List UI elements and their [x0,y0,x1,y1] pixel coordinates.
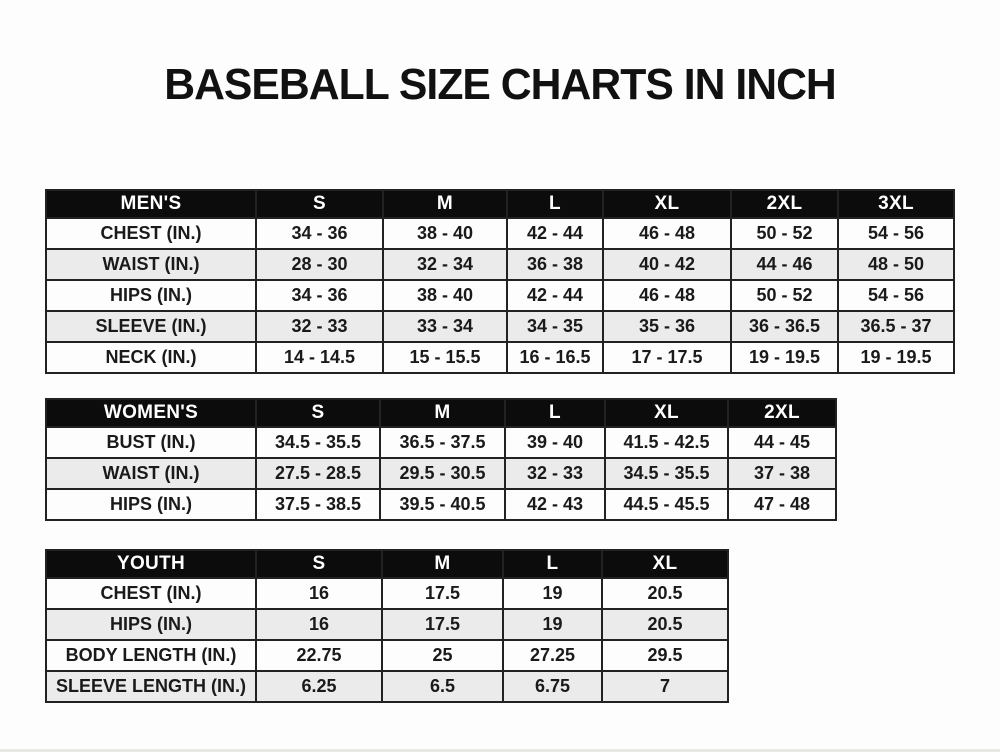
row-label: CHEST (IN.) [46,578,256,609]
size-cell: 27.5 - 28.5 [256,458,380,489]
size-cell: 29.5 - 30.5 [380,458,505,489]
size-cell: 6.75 [503,671,602,702]
mens-size-table [45,189,955,374]
column-header-xl: XL [602,550,728,578]
size-cell: 34 - 36 [256,280,383,311]
size-cell: 39 - 40 [505,427,605,458]
womens-size-table [45,398,837,521]
size-cell: 34.5 - 35.5 [256,427,380,458]
size-cell: 42 - 44 [507,218,603,249]
size-cell: 19 [503,609,602,640]
column-header-s: S [256,190,383,218]
row-label: HIPS (IN.) [46,280,256,311]
table-row [46,280,954,311]
table-row [46,218,954,249]
youth-header-row [46,550,728,578]
column-header-m: M [383,190,507,218]
size-cell: 16 - 16.5 [507,342,603,373]
table-row [46,427,836,458]
size-cell: 16 [256,609,382,640]
mens-header-row [46,190,954,218]
size-cell: 28 - 30 [256,249,383,280]
row-label: BUST (IN.) [46,427,256,458]
size-cell: 36.5 - 37.5 [380,427,505,458]
size-cell: 54 - 56 [838,280,954,311]
size-cell: 20.5 [602,609,728,640]
size-cell: 36.5 - 37 [838,311,954,342]
column-header-2xl: 2XL [728,399,836,427]
size-cell: 27.25 [503,640,602,671]
size-cell: 32 - 33 [505,458,605,489]
size-cell: 25 [382,640,503,671]
row-label: HIPS (IN.) [46,609,256,640]
size-cell: 34 - 35 [507,311,603,342]
size-cell: 44.5 - 45.5 [605,489,728,520]
row-label: BODY LENGTH (IN.) [46,640,256,671]
size-cell: 41.5 - 42.5 [605,427,728,458]
size-cell: 34.5 - 35.5 [605,458,728,489]
table-row [46,640,728,671]
size-cell: 33 - 34 [383,311,507,342]
size-cell: 42 - 43 [505,489,605,520]
column-header-2xl: 2XL [731,190,838,218]
column-header-m: M [382,550,503,578]
column-header-xl: XL [605,399,728,427]
size-cell: 16 [256,578,382,609]
size-cell: 32 - 33 [256,311,383,342]
size-cell: 6.5 [382,671,503,702]
size-cell: 37 - 38 [728,458,836,489]
table-row [46,609,728,640]
table-row [46,458,836,489]
row-label: CHEST (IN.) [46,218,256,249]
row-label: SLEEVE (IN.) [46,311,256,342]
column-header-s: S [256,399,380,427]
column-header-s: S [256,550,382,578]
page-title: BASEBALL SIZE CHARTS IN INCH [164,60,836,109]
youth-size-table [45,549,729,703]
womens-group-header: WOMEN'S [46,399,256,427]
row-label: SLEEVE LENGTH (IN.) [46,671,256,702]
size-cell: 37.5 - 38.5 [256,489,380,520]
size-cell: 40 - 42 [603,249,731,280]
size-cell: 19 - 19.5 [731,342,838,373]
table-row [46,671,728,702]
table-row [46,342,954,373]
mens-group-header: MEN'S [46,190,256,218]
size-cell: 29.5 [602,640,728,671]
size-cell: 32 - 34 [383,249,507,280]
size-cell: 50 - 52 [731,280,838,311]
row-label: WAIST (IN.) [46,458,256,489]
size-cell: 7 [602,671,728,702]
column-header-3xl: 3XL [838,190,954,218]
table-row [46,249,954,280]
size-cell: 42 - 44 [507,280,603,311]
size-cell: 44 - 46 [731,249,838,280]
size-cell: 48 - 50 [838,249,954,280]
size-cell: 36 - 38 [507,249,603,280]
womens-header-row [46,399,836,427]
size-cell: 38 - 40 [383,280,507,311]
size-cell: 36 - 36.5 [731,311,838,342]
column-header-l: L [503,550,602,578]
table-row [46,578,728,609]
size-cell: 17.5 [382,578,503,609]
row-label: WAIST (IN.) [46,249,256,280]
column-header-m: M [380,399,505,427]
size-cell: 44 - 45 [728,427,836,458]
size-cell: 47 - 48 [728,489,836,520]
table-row [46,489,836,520]
column-header-l: L [505,399,605,427]
size-cell: 19 [503,578,602,609]
size-cell: 15 - 15.5 [383,342,507,373]
size-cell: 38 - 40 [383,218,507,249]
size-cell: 17.5 [382,609,503,640]
size-cell: 35 - 36 [603,311,731,342]
size-cell: 22.75 [256,640,382,671]
size-cell: 34 - 36 [256,218,383,249]
size-cell: 39.5 - 40.5 [380,489,505,520]
column-header-xl: XL [603,190,731,218]
column-header-l: L [507,190,603,218]
row-label: NECK (IN.) [46,342,256,373]
youth-group-header: YOUTH [46,550,256,578]
size-cell: 20.5 [602,578,728,609]
size-cell: 46 - 48 [603,218,731,249]
size-cell: 19 - 19.5 [838,342,954,373]
size-cell: 17 - 17.5 [603,342,731,373]
size-cell: 46 - 48 [603,280,731,311]
size-cell: 14 - 14.5 [256,342,383,373]
row-label: HIPS (IN.) [46,489,256,520]
table-row [46,311,954,342]
size-cell: 6.25 [256,671,382,702]
size-cell: 50 - 52 [731,218,838,249]
size-cell: 54 - 56 [838,218,954,249]
